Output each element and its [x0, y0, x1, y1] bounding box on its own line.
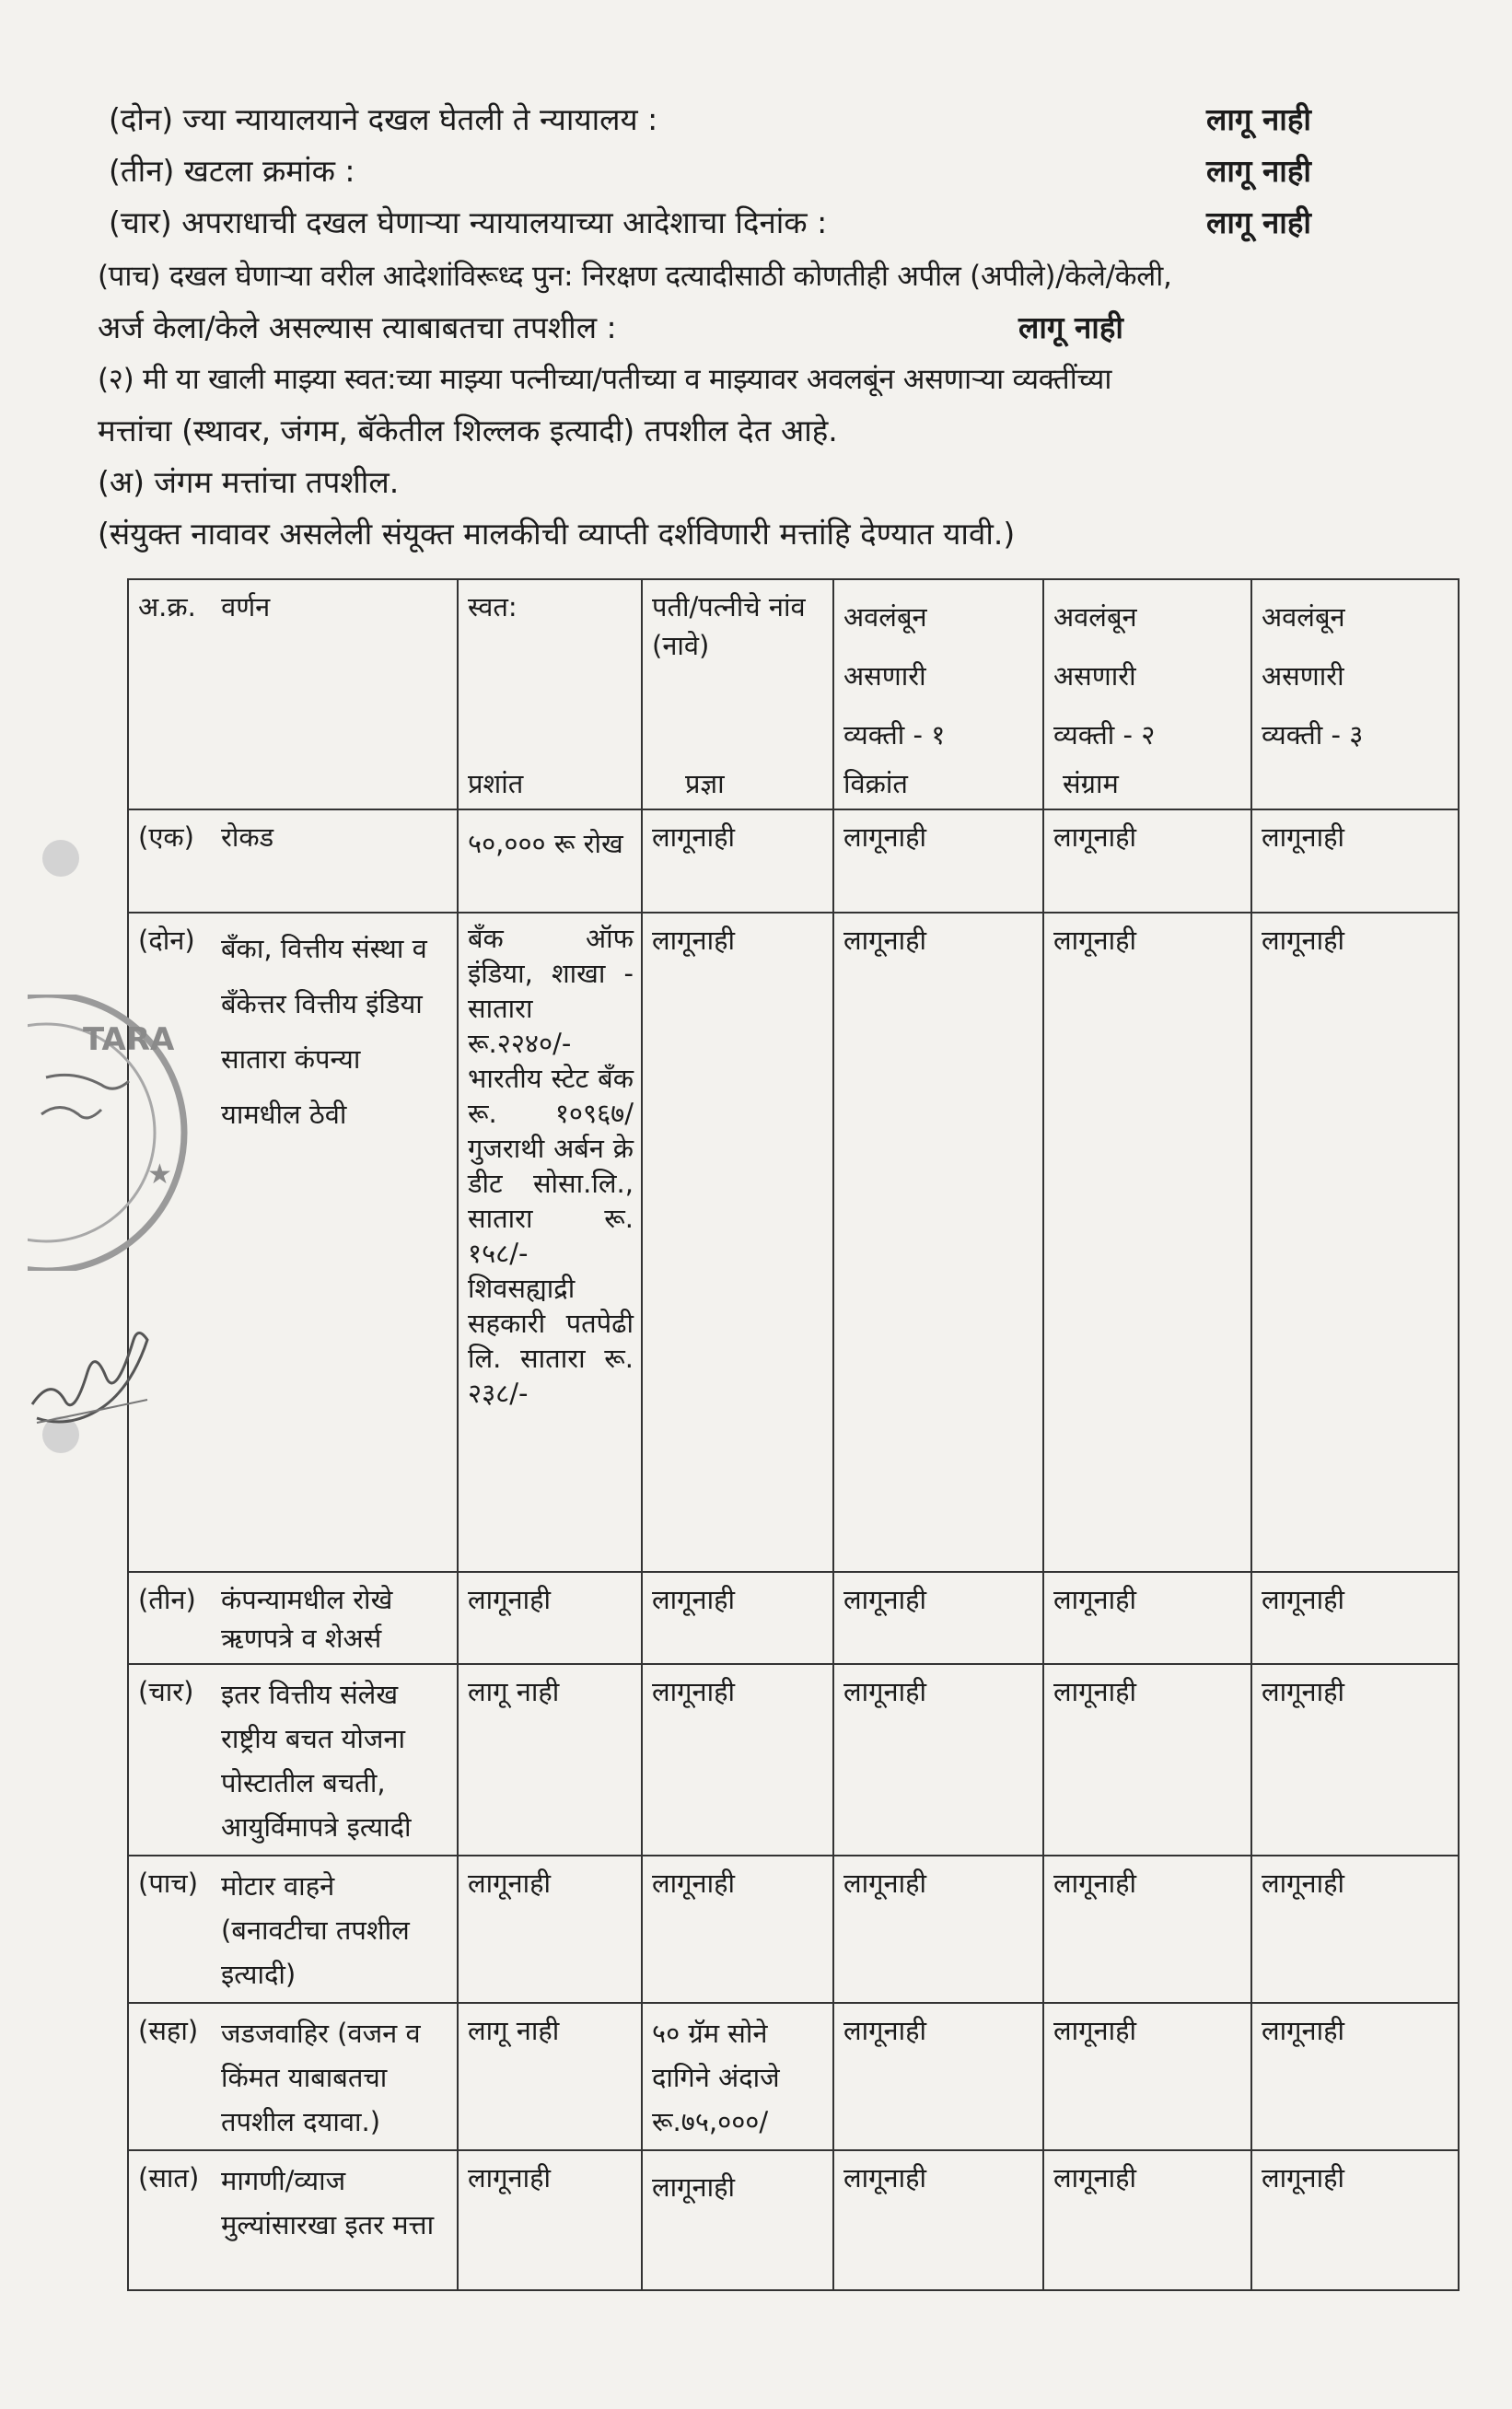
header-desc: वर्णन — [221, 591, 271, 623]
row-dep2-value: लागूनाही — [1043, 1572, 1251, 1664]
row-self-value: लागू नाही — [458, 1664, 642, 1856]
row-spouse-value: ५० ग्रॅम सोने दागिने अंदाजे रू.७५,०००/ — [642, 2003, 833, 2150]
row-spouse-value: लागूनाही — [642, 913, 833, 1572]
row-self-value: लागू नाही — [458, 2003, 642, 2150]
header-dep1-label: अवलंबून असणारी व्यक्ती - १ — [843, 601, 946, 751]
joint-note: (संयुक्त नावावर असलेली संयूक्त मालकीची व्याप्ती दर्शविणारी मत्तांहि देण्यात यावी.) — [98, 516, 1016, 552]
punch-hole-top — [42, 840, 79, 877]
header-dep1-name: विक्रांत — [843, 768, 908, 799]
header-self-label: स्वत: — [468, 591, 518, 623]
row-number: (सहा) — [138, 2015, 199, 2046]
para2-line-1: (२) मी या खाली माझ्या स्वत:च्या माझ्या पत्नीच्या/पतीच्या व माझ्यावर अवलबूंन असणाऱ्या व्यक्तींच्या — [98, 363, 1112, 396]
signature — [28, 1317, 175, 1437]
row-dep3-value: लागूनाही — [1251, 2003, 1459, 2150]
row-dep3-value: लागूनाही — [1251, 1572, 1459, 1664]
row-self-value: लागूनाही — [458, 1856, 642, 2003]
row-dep1-value: लागूनाही — [833, 1856, 1043, 2003]
row-dep2-value: लागूनाही — [1043, 809, 1251, 913]
row-description: बँका, वित्तीय संस्था व बँकेत्तर वित्तीय इंडिया सातारा कंपन्या यामधील ठेवी — [221, 933, 427, 1130]
row-spouse-value: लागूनाही — [642, 2150, 833, 2290]
court-label: (दोन) ज्या न्यायालयाने दखल घेतली ते न्यायालय : — [109, 101, 658, 137]
row-item — [128, 1664, 458, 1856]
row-dep2-value: लागूनाही — [1043, 1856, 1251, 2003]
row-description: कंपन्यामधील रोखे ऋणपत्रे व शेअर्स — [221, 1584, 393, 1654]
row-description: मोटार वाहने (बनावटीचा तपशील इत्यादी) — [221, 1870, 410, 1990]
row-dep3-value: लागूनाही — [1251, 1664, 1459, 1856]
order-date-line — [109, 203, 1398, 243]
table-row — [128, 1664, 1459, 1856]
row-spouse-value: लागूनाही — [642, 1664, 833, 1856]
row-dep3-value: लागूनाही — [1251, 2150, 1459, 2290]
row-number: (दोन) — [138, 925, 195, 956]
row-item — [128, 2150, 458, 2290]
header-dependent-2 — [1043, 579, 1251, 809]
row-spouse-value: लागूनाही — [642, 1856, 833, 2003]
header-dep2-label: अवलंबून असणारी व्यक्ती - २ — [1053, 601, 1156, 751]
row-dep1-value: लागूनाही — [833, 1572, 1043, 1664]
table-row — [128, 1572, 1459, 1664]
case-label: (तीन) खटला क्रमांक : — [109, 153, 355, 189]
row-description: मागणी/व्याज मुल्यांसारखा इतर मत्ता — [221, 2165, 435, 2240]
row-dep2-value: लागूनाही — [1043, 2150, 1251, 2290]
row-dep1-value: लागूनाही — [833, 913, 1043, 1572]
row-number: (एक) — [138, 821, 194, 853]
row-item — [128, 809, 458, 913]
header-spouse-label: पती/पत्नीचे नांव (नावे) — [652, 591, 806, 661]
header-dep2-name: संग्राम — [1063, 768, 1119, 799]
row-dep2-value: लागूनाही — [1043, 1664, 1251, 1856]
table-header-row — [128, 579, 1459, 809]
row-item — [128, 1572, 458, 1664]
appeal-label: अर्ज केला/केले असल्यास त्याबाबतचा तपशील : — [98, 309, 617, 345]
row-item — [128, 2003, 458, 2150]
row-dep3-value: लागूनाही — [1251, 1856, 1459, 2003]
row-description: रोकड — [221, 821, 274, 853]
row-number: (पाच) — [138, 1868, 199, 1899]
table-row — [128, 809, 1459, 913]
row-dep2-value: लागूनाही — [1043, 913, 1251, 1572]
para2-line-2: मत्तांचा (स्थावर, जंगम, बॅकेतील शिल्लक इत्यादी) तपशील देत आहे. — [98, 413, 838, 448]
row-number: (तीन) — [138, 1584, 196, 1615]
header-dependent-3 — [1251, 579, 1459, 809]
row-spouse-value: लागूनाही — [642, 809, 833, 913]
stamp-graphic — [28, 995, 189, 1271]
row-self-value: ५०,००० रू रोख — [458, 809, 642, 913]
row-item — [128, 1856, 458, 2003]
stamp-text: TARA — [83, 1021, 175, 1058]
case-line — [109, 151, 1398, 192]
appeal-line-2 — [98, 308, 1387, 348]
row-dep1-value: लागूनाही — [833, 809, 1043, 913]
table-row — [128, 1856, 1459, 2003]
case-value: लागू नाही — [1206, 153, 1311, 189]
header-spouse-name: प्रज्ञा — [685, 768, 725, 799]
row-self-value: लागूनाही — [458, 1572, 642, 1664]
appeal-line-1: (पाच) दखल घेणाऱ्या वरील आदेशांविरूध्द पुन: निरक्षण दत्यादीसाठी कोणतीही अपील (अपीले)/केले/केली, — [98, 260, 1172, 293]
row-number: (चार) — [138, 1676, 194, 1707]
row-number: (सात) — [138, 2162, 200, 2194]
order-date-value: लागू नाही — [1206, 204, 1311, 240]
row-dep1-value: लागूनाही — [833, 2150, 1043, 2290]
header-sr-desc — [128, 579, 458, 809]
row-dep1-value: लागूनाही — [833, 2003, 1043, 2150]
row-dep3-value: लागूनाही — [1251, 809, 1459, 913]
row-dep3-value: लागूनाही — [1251, 913, 1459, 1572]
header-dependent-1 — [833, 579, 1043, 809]
header-spouse — [642, 579, 833, 809]
svg-text:★: ★ — [147, 1158, 172, 1191]
header-dep3-label: अवलंबून असणारी व्यक्ती - ३ — [1262, 601, 1364, 751]
official-stamp — [28, 995, 189, 1271]
table-row — [128, 913, 1459, 1572]
table-row — [128, 2003, 1459, 2150]
row-self-value: बँक ऑफ इंडिया, शाखा - सातारा रू.२२४०/- भारतीय स्टेट बँक रू. १०९६७/ गुजराथी अर्बन क्रे डीट सोसा.लि., सातारा रू. १५८/- शिवसह्याद्री सहकारी पतपेढी लि. सातारा रू. २३८/- — [458, 913, 642, 1572]
appeal-value: लागू नाही — [1018, 309, 1123, 345]
header-self — [458, 579, 642, 809]
court-value: लागू नाही — [1206, 101, 1311, 137]
movable-heading: (अ) जंगम मत्तांचा तपशील. — [98, 464, 400, 500]
table-row — [128, 2150, 1459, 2290]
row-spouse-value: लागूनाही — [642, 1572, 833, 1664]
row-description: जडजवाहिर (वजन व किंमत याबाबतचा तपशील दयावा.) — [221, 2018, 421, 2137]
header-self-name: प्रशांत — [468, 768, 524, 799]
row-dep1-value: लागूनाही — [833, 1664, 1043, 1856]
signature-graphic — [28, 1317, 175, 1437]
header-sr: अ.क्र. — [138, 591, 196, 623]
movable-assets-table — [127, 578, 1460, 2291]
court-line — [109, 99, 1398, 140]
row-dep2-value: लागूनाही — [1043, 2003, 1251, 2150]
order-date-label: (चार) अपराधाची दखल घेणाऱ्या न्यायालयाच्या आदेशाचा दिनांक : — [109, 204, 828, 240]
row-self-value: लागूनाही — [458, 2150, 642, 2290]
row-description: इतर वित्तीय संलेख राष्ट्रीय बचत योजना पोस्टातील बचती, आयुर्विमापत्रे इत्यादी — [221, 1679, 412, 1843]
